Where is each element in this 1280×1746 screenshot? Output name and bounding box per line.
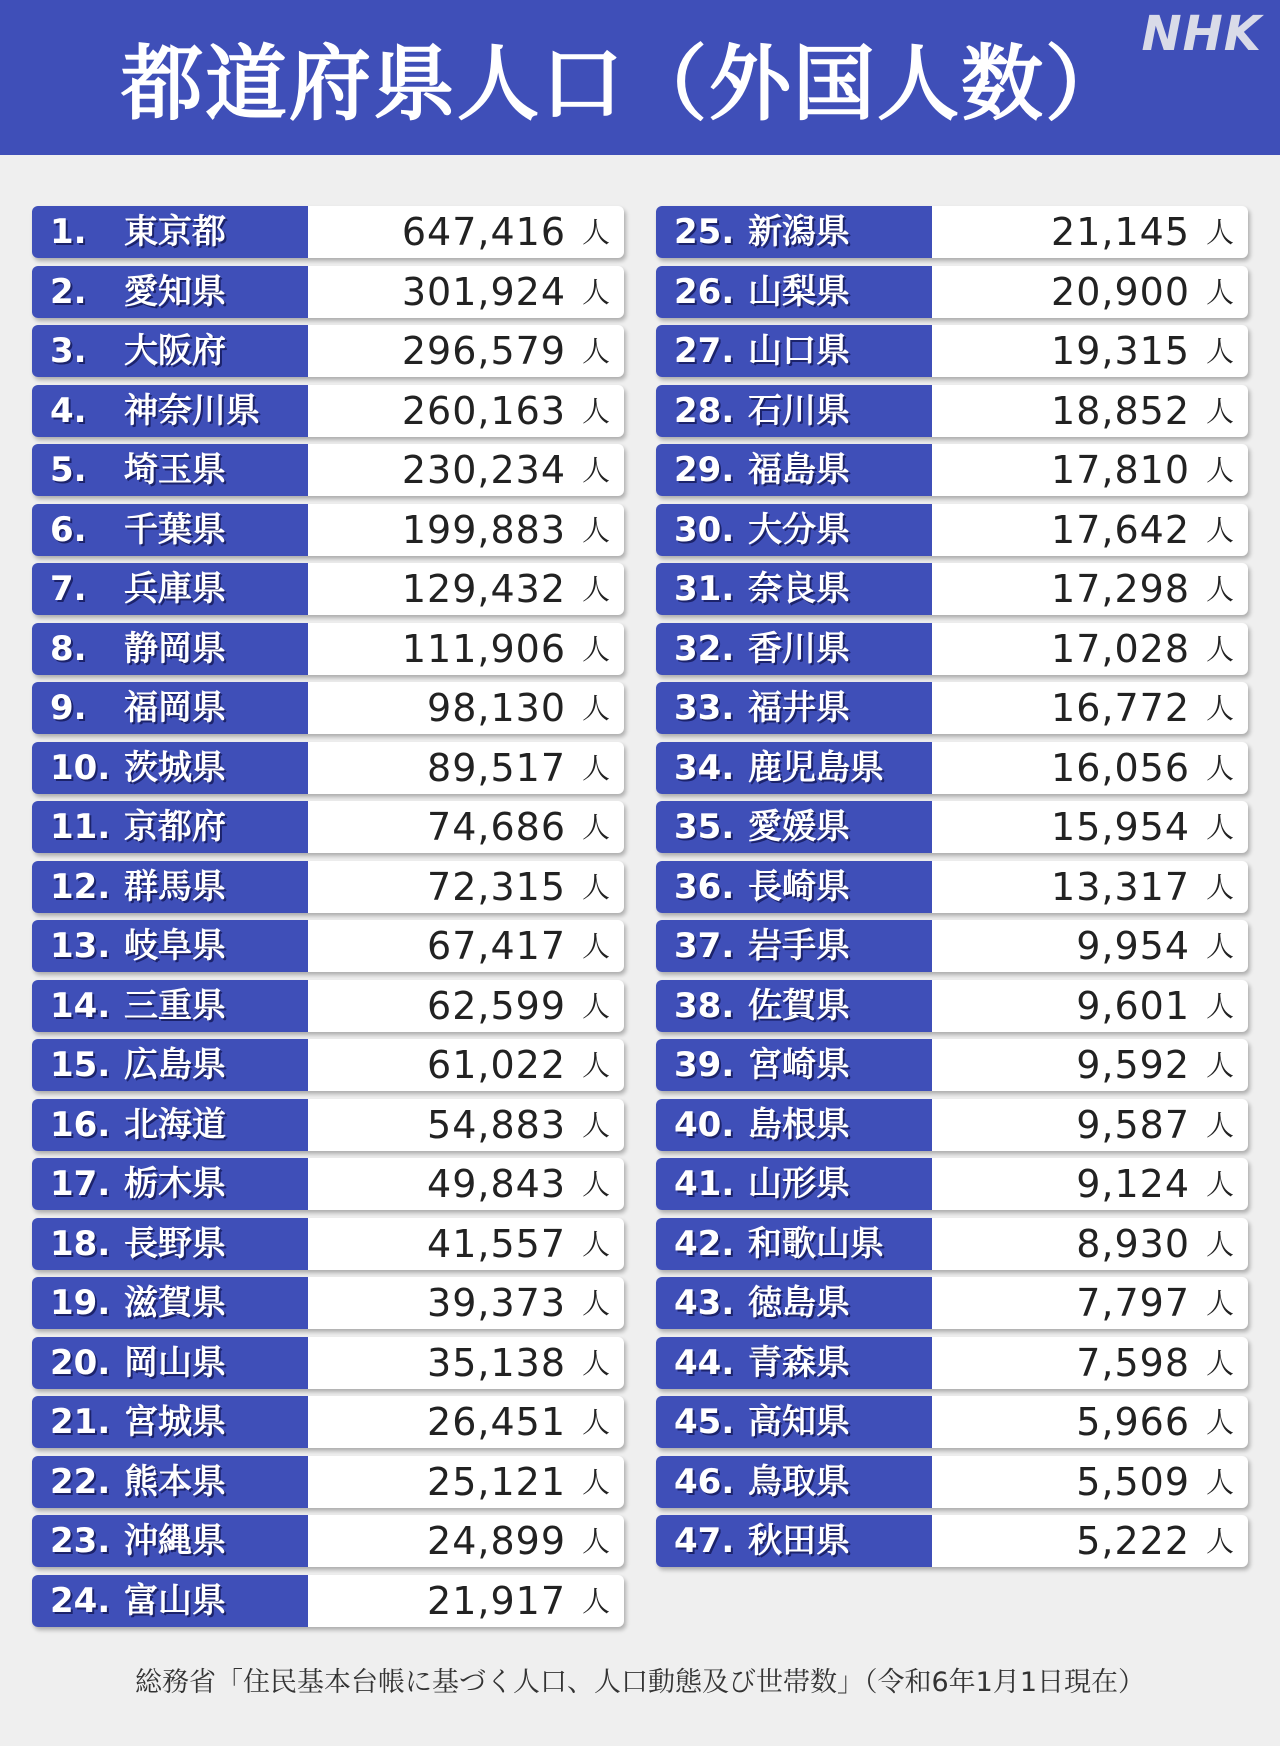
ranking-row [656,444,1248,496]
rank-number: 7. [50,569,87,609]
rank-number: 34. [674,747,735,788]
rank-number: 20. [50,1342,111,1383]
prefecture-name: 佐賀県 [748,985,850,1026]
rank-number: 29. [674,450,735,490]
prefecture-name: 静岡県 [124,628,226,669]
prefecture-label [656,623,932,675]
population-value: 17,028 [1051,626,1190,671]
prefecture-name: 福島県 [748,450,850,490]
rank-number: 35. [674,807,735,847]
unit-label: 人 [581,1465,610,1499]
prefecture-label [656,801,932,853]
rank-number: 39. [674,1045,735,1085]
population-value: 5,966 [1076,1400,1190,1444]
prefecture-name: 兵庫県 [124,569,226,609]
prefecture-label [656,266,932,318]
ranking-row [656,563,1248,615]
unit-label: 人 [581,1584,610,1618]
ranking-row [32,1396,624,1448]
prefecture-name: 北海道 [124,1104,226,1145]
prefecture-name: 新潟県 [748,212,850,252]
population-value: 647,416 [401,210,566,254]
prefecture-name: 大分県 [748,509,850,550]
population-value: 18,852 [1051,388,1190,433]
rank-number: 30. [674,509,735,550]
prefecture-label [32,385,308,437]
population-value: 35,138 [427,1340,566,1385]
prefecture-name: 岩手県 [748,926,850,966]
prefecture-name: 青森県 [748,1342,850,1383]
unit-label: 人 [581,275,610,309]
unit-label: 人 [581,394,610,428]
rank-number: 19. [50,1283,111,1323]
unit-label: 人 [581,692,610,725]
unit-label: 人 [581,930,610,963]
prefecture-name: 奈良県 [748,569,850,609]
rank-number: 13. [50,926,111,966]
unit-label: 人 [581,1168,610,1201]
prefecture-label [32,1277,308,1329]
unit-label: 人 [581,1108,610,1142]
unit-label: 人 [1205,1168,1234,1201]
rank-number: 21. [50,1402,111,1442]
prefecture-label [32,1456,308,1508]
ranking-row [656,1218,1248,1270]
rank-number: 4. [50,390,87,431]
prefecture-label [32,920,308,972]
prefecture-label [32,1099,308,1151]
population-value: 74,686 [427,805,566,849]
prefecture-name: 石川県 [748,390,850,431]
prefecture-name: 宮城県 [124,1402,226,1442]
population-value: 21,145 [1051,210,1190,254]
prefecture-label [656,1456,932,1508]
rank-number: 22. [50,1461,111,1502]
population-value: 41,557 [427,1221,566,1266]
ranking-row [32,206,624,258]
prefecture-label [656,682,932,734]
unit-label: 人 [1205,811,1234,844]
prefecture-name: 秋田県 [748,1521,850,1561]
ranking-row [32,444,624,496]
population-value: 72,315 [427,864,566,909]
prefecture-name: 長野県 [124,1223,226,1264]
rank-number: 5. [50,450,87,490]
ranking-row [656,1515,1248,1567]
population-value: 26,451 [427,1400,566,1444]
unit-label: 人 [1205,930,1234,963]
ranking-column-right [656,206,1248,1575]
prefecture-label [32,444,308,496]
ranking-row [656,623,1248,675]
unit-label: 人 [581,216,610,249]
prefecture-name: 栃木県 [124,1164,226,1204]
unit-label: 人 [1205,1108,1234,1142]
prefecture-label [656,563,932,615]
ranking-row [656,1158,1248,1210]
unit-label: 人 [581,1406,610,1439]
prefecture-name: 東京都 [124,212,226,252]
prefecture-label [32,1039,308,1091]
prefecture-label [656,742,932,794]
rank-number: 3. [50,331,87,371]
prefecture-label [32,1575,308,1627]
prefecture-name: 京都府 [124,807,226,847]
prefecture-name: 滋賀県 [124,1283,226,1323]
nhk-logo: NHK [1141,6,1262,62]
rank-number: 38. [674,985,735,1026]
prefecture-name: 熊本県 [124,1461,226,1502]
unit-label: 人 [1205,1525,1234,1558]
rank-number: 1. [50,212,87,252]
population-value: 39,373 [427,1281,566,1325]
ranking-row [32,504,624,556]
population-value: 21,917 [427,1578,566,1623]
unit-label: 人 [1205,1406,1234,1439]
rank-number: 16. [50,1104,111,1145]
unit-label: 人 [1205,692,1234,725]
prefecture-name: 沖縄県 [124,1521,226,1561]
rank-number: 46. [674,1461,735,1502]
unit-label: 人 [581,632,610,666]
page-title: 都道府県人口（外国人数） [120,37,1129,132]
prefecture-label [32,266,308,318]
ranking-column-left [32,206,624,1634]
ranking-row [32,1515,624,1567]
unit-label: 人 [1205,1346,1234,1380]
ranking-row [656,206,1248,258]
prefecture-label [32,1158,308,1210]
prefecture-label [656,504,932,556]
rank-number: 17. [50,1164,111,1204]
prefecture-label [656,1277,932,1329]
unit-label: 人 [581,989,610,1023]
prefecture-name: 和歌山県 [748,1223,884,1264]
population-value: 61,022 [427,1043,566,1087]
population-value: 17,810 [1051,448,1190,492]
rank-number: 40. [674,1104,735,1145]
population-value: 129,432 [401,567,566,611]
prefecture-label [32,801,308,853]
ranking-row [32,1218,624,1270]
population-value: 7,598 [1076,1340,1190,1385]
population-value: 17,298 [1051,567,1190,611]
ranking-row [32,1039,624,1091]
ranking-row [32,623,624,675]
prefecture-label [656,980,932,1032]
population-value: 5,509 [1076,1459,1190,1504]
rank-number: 36. [674,866,735,907]
ranking-row [32,801,624,853]
prefecture-label [32,623,308,675]
unit-label: 人 [1205,1287,1234,1320]
prefecture-label [32,504,308,556]
ranking-row [32,920,624,972]
population-value: 9,124 [1076,1162,1190,1206]
prefecture-name: 茨城県 [124,747,226,788]
prefecture-name: 広島県 [124,1045,226,1085]
ranking-row [32,563,624,615]
rank-number: 11. [50,807,111,847]
rank-number: 6. [50,509,87,550]
prefecture-name: 岐阜県 [124,926,226,966]
population-value: 54,883 [427,1102,566,1147]
unit-label: 人 [1205,1227,1234,1261]
prefecture-name: 宮崎県 [748,1045,850,1085]
ranking-row [32,1099,624,1151]
ranking-row [32,266,624,318]
unit-label: 人 [1205,513,1234,547]
prefecture-label [656,920,932,972]
ranking-row [656,1039,1248,1091]
prefecture-name: 千葉県 [124,509,226,550]
prefecture-name: 山口県 [748,331,850,371]
unit-label: 人 [581,573,610,606]
unit-label: 人 [1205,573,1234,606]
population-value: 296,579 [401,329,566,373]
prefecture-label [656,861,932,913]
prefecture-label [32,206,308,258]
rank-number: 47. [674,1521,735,1561]
population-value: 7,797 [1076,1281,1190,1325]
population-value: 98,130 [427,686,566,730]
unit-label: 人 [581,870,610,904]
prefecture-label [32,1515,308,1567]
population-value: 20,900 [1051,269,1190,314]
prefecture-label [32,563,308,615]
unit-label: 人 [581,1287,610,1320]
population-value: 5,222 [1076,1519,1190,1563]
population-value: 16,056 [1051,745,1190,790]
ranking-row [32,1575,624,1627]
source-note: 総務省「住民基本台帳に基づく人口、人口動態及び世帯数」（令和6年1月1日現在） [134,1667,1146,1698]
ranking-row [656,1396,1248,1448]
prefecture-name: 三重県 [124,985,226,1026]
unit-label: 人 [581,335,610,368]
prefecture-label [32,325,308,377]
prefecture-label [32,980,308,1032]
unit-label: 人 [1205,335,1234,368]
prefecture-name: 徳島県 [748,1283,850,1323]
ranking-row [656,504,1248,556]
population-value: 49,843 [427,1162,566,1206]
unit-label: 人 [1205,275,1234,309]
unit-label: 人 [581,811,610,844]
ranking-row [656,742,1248,794]
unit-label: 人 [1205,1049,1234,1082]
population-value: 24,899 [427,1519,566,1563]
population-value: 16,772 [1051,686,1190,730]
rank-number: 24. [50,1580,111,1621]
rank-number: 15. [50,1045,111,1085]
rank-number: 18. [50,1223,111,1264]
unit-label: 人 [581,1227,610,1261]
rank-number: 26. [674,271,735,312]
ranking-row [656,980,1248,1032]
ranking-row [32,861,624,913]
unit-label: 人 [1205,632,1234,666]
population-value: 199,883 [401,507,566,552]
prefecture-label [656,385,932,437]
prefecture-label [656,1099,932,1151]
ranking-row [656,1337,1248,1389]
prefecture-name: 福岡県 [124,688,226,728]
unit-label: 人 [1205,989,1234,1023]
prefecture-name: 岡山県 [124,1342,226,1383]
rank-number: 43. [674,1283,735,1323]
population-value: 25,121 [427,1459,566,1504]
population-value: 89,517 [427,745,566,790]
prefecture-label [656,325,932,377]
rank-number: 14. [50,985,111,1026]
prefecture-label [32,742,308,794]
prefecture-name: 山形県 [748,1164,850,1204]
rank-number: 45. [674,1402,735,1442]
prefecture-name: 香川県 [748,628,850,669]
ranking-row [32,385,624,437]
rank-number: 8. [50,628,87,669]
ranking-row [656,266,1248,318]
prefecture-name: 長崎県 [748,866,850,907]
ranking-row [32,682,624,734]
population-value: 301,924 [401,269,566,314]
prefecture-name: 埼玉県 [124,450,226,490]
population-value: 9,592 [1076,1043,1190,1087]
rank-number: 33. [674,688,735,728]
prefecture-label [656,1039,932,1091]
prefecture-name: 愛媛県 [748,807,850,847]
population-value: 230,234 [401,448,566,492]
population-value: 9,601 [1076,983,1190,1028]
prefecture-label [656,1515,932,1567]
rank-number: 9. [50,688,87,728]
ranking-row [656,1099,1248,1151]
ranking-row [656,1456,1248,1508]
population-value: 62,599 [427,983,566,1028]
prefecture-name: 福井県 [748,688,850,728]
prefecture-label [32,682,308,734]
ranking-row [32,1277,624,1329]
prefecture-name: 愛知県 [124,271,226,312]
prefecture-name: 群馬県 [124,866,226,907]
population-value: 13,317 [1051,864,1190,909]
prefecture-label [32,861,308,913]
prefecture-label [656,444,932,496]
ranking-row [32,1456,624,1508]
population-value: 17,642 [1051,507,1190,552]
population-value: 9,587 [1076,1102,1190,1147]
ranking-row [32,325,624,377]
population-value: 8,930 [1076,1221,1190,1266]
prefecture-name: 富山県 [124,1580,226,1621]
ranking-row [32,1337,624,1389]
prefecture-name: 山梨県 [748,271,850,312]
population-value: 9,954 [1076,924,1190,968]
prefecture-name: 大阪府 [124,331,226,371]
ranking-row [656,920,1248,972]
rank-number: 28. [674,390,735,431]
prefecture-name: 鳥取県 [748,1461,850,1502]
ranking-row [656,385,1248,437]
ranking-row [32,742,624,794]
ranking-row [656,682,1248,734]
unit-label: 人 [581,454,610,487]
rank-number: 44. [674,1342,735,1383]
ranking-row [32,980,624,1032]
prefecture-name: 島根県 [748,1104,850,1145]
prefecture-name: 高知県 [748,1402,850,1442]
population-value: 111,906 [401,626,566,671]
prefecture-name: 神奈川県 [124,390,260,431]
unit-label: 人 [1205,1465,1234,1499]
ranking-row [656,801,1248,853]
prefecture-label [656,1396,932,1448]
unit-label: 人 [581,751,610,785]
unit-label: 人 [581,1049,610,1082]
population-value: 19,315 [1051,329,1190,373]
population-value: 15,954 [1051,805,1190,849]
prefecture-label [32,1218,308,1270]
rank-number: 25. [674,212,735,252]
rank-number: 27. [674,331,735,371]
rank-number: 42. [674,1223,735,1264]
unit-label: 人 [581,1525,610,1558]
rank-number: 37. [674,926,735,966]
ranking-row [656,325,1248,377]
rank-number: 41. [674,1164,735,1204]
prefecture-label [32,1396,308,1448]
unit-label: 人 [1205,870,1234,904]
rank-number: 12. [50,866,111,907]
ranking-row [32,1158,624,1210]
unit-label: 人 [1205,394,1234,428]
unit-label: 人 [581,513,610,547]
unit-label: 人 [1205,454,1234,487]
unit-label: 人 [1205,216,1234,249]
unit-label: 人 [1205,751,1234,785]
rank-number: 23. [50,1521,111,1561]
population-value: 260,163 [401,388,566,433]
rank-number: 31. [674,569,735,609]
prefecture-name: 鹿児島県 [748,747,884,788]
rank-number: 2. [50,271,87,312]
unit-label: 人 [581,1346,610,1380]
population-value: 67,417 [427,924,566,968]
ranking-row [656,861,1248,913]
prefecture-label [656,1337,932,1389]
prefecture-label [656,1218,932,1270]
ranking-row [656,1277,1248,1329]
prefecture-label [656,206,932,258]
prefecture-label [32,1337,308,1389]
rank-number: 10. [50,747,111,788]
prefecture-label [656,1158,932,1210]
rank-number: 32. [674,628,735,669]
